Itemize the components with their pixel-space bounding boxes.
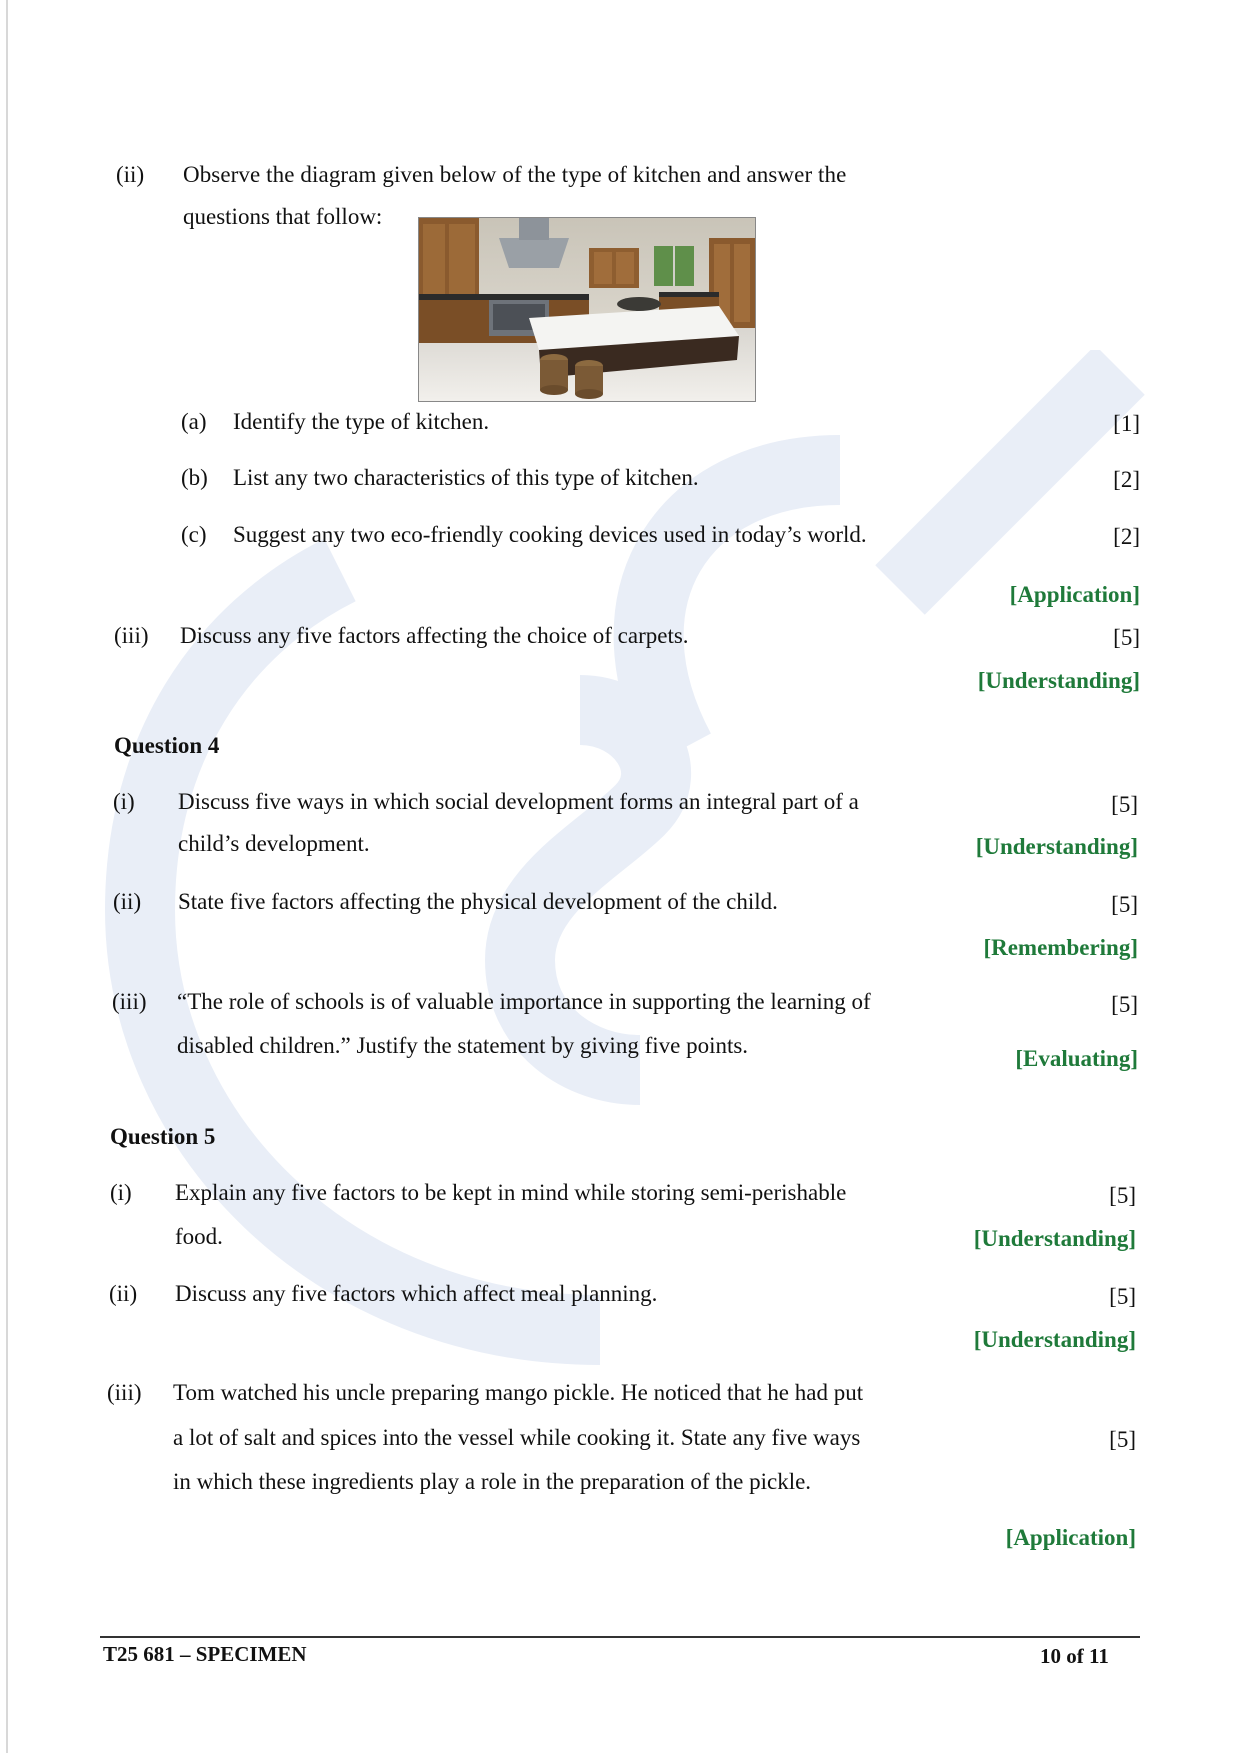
- q5-iii-text-line2: a lot of salt and spices into the vessel while cooking it. State any five ways: [173, 1425, 861, 1450]
- q4-iii-bloom-tag: [Evaluating]: [1015, 1046, 1138, 1071]
- q3-ii-bloom-tag: [Application]: [1009, 582, 1140, 607]
- q3-ii-b-number: (b): [181, 465, 208, 490]
- q3-ii-a-number: (a): [181, 409, 207, 434]
- q4-ii-text: State five factors affecting the physical development of the child.: [178, 889, 778, 914]
- page-edge: [6, 0, 8, 1753]
- q3-iii-bloom-tag: [Understanding]: [977, 668, 1140, 693]
- question-5-heading: Question 5: [110, 1124, 216, 1149]
- q4-ii-bloom-tag: [Remembering]: [983, 935, 1138, 960]
- q3-ii-a-text: Identify the type of kitchen.: [233, 409, 490, 434]
- q5-ii-bloom-tag: [Understanding]: [973, 1327, 1136, 1352]
- q4-iii-number: (iii): [112, 989, 147, 1014]
- q5-iii-bloom-tag: [Application]: [1005, 1525, 1136, 1550]
- q5-iii-text-line3: in which these ingredients play a role in the preparation of the pickle.: [173, 1469, 812, 1494]
- q5-ii-mark: [5]: [1109, 1284, 1136, 1309]
- q4-iii-text-line1: “The role of schools is of valuable importance in supporting the learning of: [177, 989, 871, 1014]
- q5-iii-mark: [5]: [1109, 1427, 1136, 1452]
- q5-i-text-line1: Explain any five factors to be kept in mind while storing semi-perishable: [175, 1180, 847, 1205]
- q4-i-number: (i): [113, 789, 135, 814]
- q5-iii-number: (iii): [107, 1380, 142, 1405]
- q3-ii-c-text: Suggest any two eco-friendly cooking devices used in today’s world.: [233, 522, 867, 547]
- q4-iii-text-line2: disabled children.” Justify the statement by giving five points.: [177, 1033, 749, 1058]
- q4-ii-number: (ii): [113, 889, 142, 914]
- q5-i-number: (i): [110, 1180, 132, 1205]
- q3-iii-number: (iii): [114, 623, 149, 648]
- q4-i-text-line1: Discuss five ways in which social development forms an integral part of a: [178, 789, 859, 814]
- q3-iii-mark: [5]: [1113, 625, 1140, 650]
- q3-ii-number: (ii): [116, 162, 145, 187]
- q4-i-bloom-tag: [Understanding]: [975, 834, 1138, 859]
- q4-ii-mark: [5]: [1111, 892, 1138, 917]
- q3-ii-b-mark: [2]: [1113, 467, 1140, 492]
- q4-iii-mark: [5]: [1111, 992, 1138, 1017]
- q3-ii-text-line2: questions that follow:: [183, 204, 383, 229]
- kitchen-photo: [418, 217, 756, 402]
- q3-ii-text-line1: Observe the diagram given below of the type of kitchen and answer the: [183, 162, 847, 187]
- q4-i-text-line2: child’s development.: [178, 831, 370, 856]
- footer-paper-code: T25 681 – SPECIMEN: [103, 1642, 307, 1666]
- q3-ii-c-number: (c): [181, 522, 207, 547]
- q3-ii-c-mark: [2]: [1113, 524, 1140, 549]
- q5-ii-number: (ii): [109, 1281, 138, 1306]
- q5-i-text-line2: food.: [175, 1224, 223, 1249]
- q5-ii-text: Discuss any five factors which affect meal planning.: [175, 1281, 658, 1306]
- q3-ii-b-text: List any two characteristics of this type of kitchen.: [233, 465, 699, 490]
- q3-ii-a-mark: [1]: [1113, 411, 1140, 436]
- footer-rule: [100, 1636, 1140, 1638]
- question-4-heading: Question 4: [114, 733, 220, 758]
- footer-page-number: 10 of 11: [1040, 1644, 1109, 1668]
- q5-iii-text-line1: Tom watched his uncle preparing mango pickle. He noticed that he had put: [173, 1380, 864, 1405]
- q5-i-bloom-tag: [Understanding]: [973, 1226, 1136, 1251]
- q5-i-mark: [5]: [1109, 1183, 1136, 1208]
- q3-iii-text: Discuss any five factors affecting the choice of carpets.: [180, 623, 689, 648]
- q4-i-mark: [5]: [1111, 792, 1138, 817]
